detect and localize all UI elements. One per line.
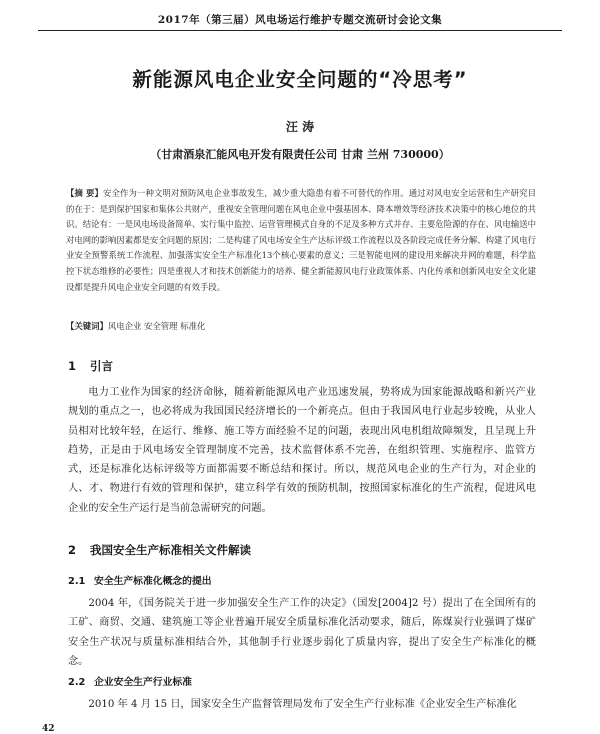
section-2-2-number: 2.2 bbox=[68, 677, 86, 688]
section-2-title: 我国安全生产标准相关文件解读 bbox=[90, 543, 251, 557]
section-1-number: 1 bbox=[68, 359, 77, 373]
section-2-2-heading bbox=[68, 674, 192, 688]
paper-title: 新能源风电企业安全问题的“冷思考” bbox=[132, 68, 468, 91]
section-1-paragraph: 电力工业作为国家的经济命脉，随着新能源风电产业迅速发展，势将成为国家能源战略和新兴产业规划的重点之一，也必将成为我国国民经济增长的一个新亮点。但由于我国风电行业起步较晚，从业人员相对比较年轻，在运行、维修、施工等方面经验不足的问题，表现出风电机组故障频发，且呈现上升趋势，正是由于风电场安全管理制度不完善，技术监督体系不完善，在组织管理、实施程序、监管方式，还是标准化达标评级等方面都需要不断总结和探讨。所以，规范风电企业的生产行为，对企业的人、才、物进行有效的管理和保护，建立科学有效的预防机制，按照国家标准化的生产流程，促进风电企业的安全生产运行是当前急需研究的问题。 bbox=[68, 387, 536, 514]
section-2-1-number: 2.1 bbox=[68, 576, 86, 587]
section-2-1-heading bbox=[68, 573, 212, 587]
page-number: 42 bbox=[42, 724, 55, 734]
keywords bbox=[66, 319, 536, 333]
author-affiliation: （甘肃酒泉汇能风电开发有限责任公司 甘肃 兰州 730000） bbox=[150, 148, 450, 161]
section-1-title: 引言 bbox=[90, 359, 113, 373]
abstract-text: 安全作为一种文明对预防风电企业事故发生，减少重大隐患有着不可替代的作用。通过对风电安全运营和生产研究目的在于：是到保护国家和集体公共财产，重视安全管理问题在风电企业中强基固本、降本增效等经济技术决策中的核心地位的共识。结论有：一是风电场设备简单、实行集中监控、运营管理模式自身的不足及多种方式并存、主要危险源的存在、风电输送中对电网的影响因素都是安全问题的原因；二是构建了风电场安全生产达标评级工作流程以及各阶段完成任务分解、构建了风电行业安全预警系统工作流程、加强落实安全生产标准化13个核心要素的意义；三是智能电网的建设用来解决并网的难题，科学监控下状态维修的必要性；四是重视人才和技术创新能力的培养、健全新能源风电行业政策体系、内化传承和创新风电安全文化建设都是提升风电企业安全问题的有效手段。 bbox=[66, 188, 537, 292]
keywords-label: 【关键词】 bbox=[66, 321, 108, 331]
section-2-1-paragraph: 2004 年，《国务院关于进一步加强安全生产工作的决定》（国发[2004]2 号）提出了在全国所有的工矿、商贸、交通、建筑施工等企业普遍开展安全质量标准化活动要求，随后，陈煤炭行业强调了煤矿安全生产状况与质量标准相结合外，其他制手行业逐步弱化了质量内容，提出了安全生产标准化的概念。 bbox=[68, 598, 536, 667]
section-2-number: 2 bbox=[68, 543, 77, 557]
section-2-2-title: 企业安全生产行业标准 bbox=[94, 677, 192, 688]
section-2-2-paragraph: 2010 年 4 月 15 日，国家安全生产监督管理局发布了安全生产行业标准《企业安全生产标准化 bbox=[88, 699, 517, 710]
running-header: 2017年（第三届）风电场运行维护专题交流研讨会论文集 bbox=[157, 14, 443, 26]
section-2-1-title: 安全生产标准化概念的提出 bbox=[94, 576, 212, 587]
keywords-text: 风电企业 安全管理 标准化 bbox=[107, 321, 206, 331]
section-1-heading bbox=[68, 358, 113, 374]
abstract bbox=[66, 186, 536, 295]
section-2-heading bbox=[68, 542, 251, 558]
author-name: 汪 涛 bbox=[285, 120, 315, 134]
header-rule bbox=[38, 30, 562, 31]
abstract-label: 【摘 要】 bbox=[66, 188, 104, 198]
